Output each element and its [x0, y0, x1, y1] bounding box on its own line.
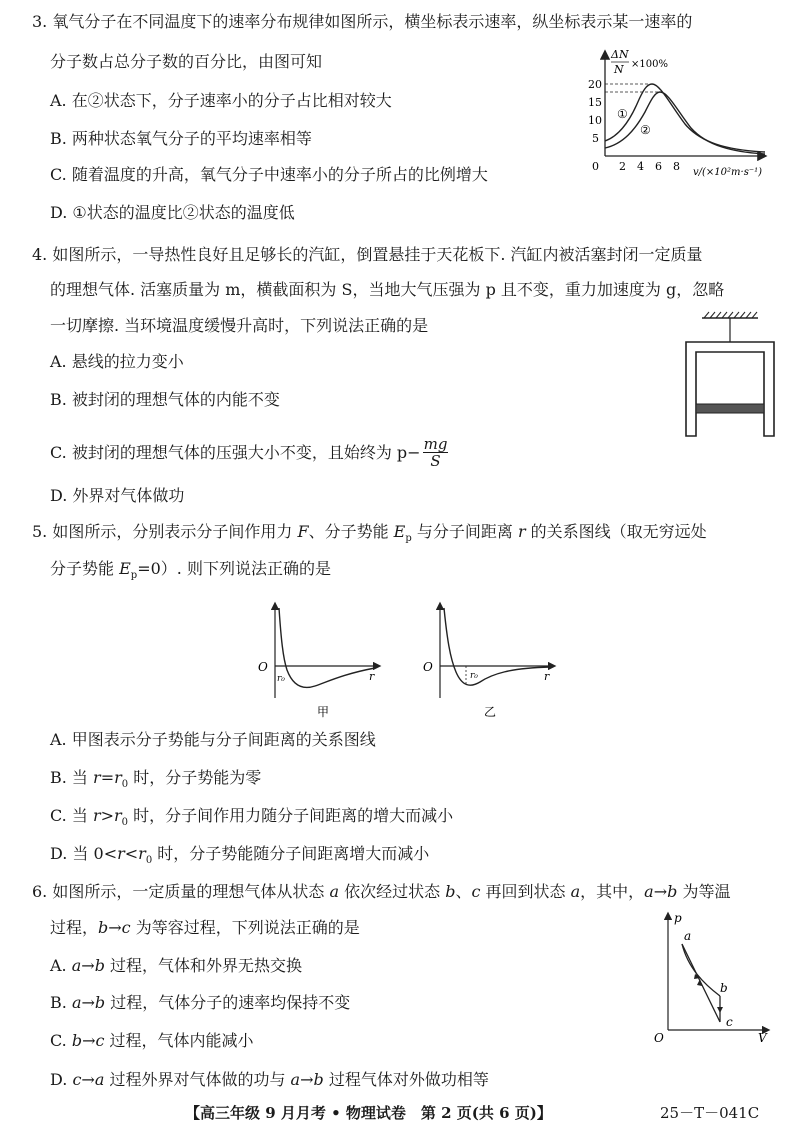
q5-stem-line1: 5. 如图所示，分别表示分子间作用力 F、分子势能 $E_p$ 与分子间距离 r 的关系图线（取无穷远处	[32, 522, 707, 545]
q6-pv-diagram	[648, 908, 773, 1043]
q3-ytick-10: 10	[588, 114, 602, 127]
q6-ab-curve	[682, 944, 720, 996]
q3-option-c: C. 随着温度的升高，氧气分子中速率小的分子所占的比例增大	[50, 165, 488, 184]
q5-g2-axis: r	[544, 670, 550, 683]
footer-code: 25－T－041C	[660, 1104, 760, 1122]
q3-xtick-8: 8	[673, 160, 680, 173]
q4-cylinder	[686, 342, 774, 436]
q4-stem-line1: 4. 如图所示，一导热性良好且足够长的汽缸，倒置悬挂于天花板下. 汽缸内被活塞封闭一定质量	[32, 245, 703, 264]
q5-option-a: A. 甲图表示分子势能与分子间距离的关系图线	[50, 730, 376, 749]
q4-fraction	[423, 436, 449, 469]
q5-graph-jia	[255, 598, 385, 723]
q6-option-b: B. a→b 过程，气体分子的速率均保持不变	[50, 993, 351, 1012]
q6-stem-line1: 6. 如图所示，一定质量的理想气体从状态 a 依次经过状态 b、c 再回到状态 a，其中，a→b 为等温	[32, 882, 731, 901]
q6-option-c: C. b→c 过程，气体内能减小	[50, 1031, 254, 1050]
q4-option-c-text: C. 被封闭的理想气体的压强大小不变，且始终为 p−	[50, 442, 421, 462]
q5-graph-yi	[420, 598, 560, 723]
q3-ytick-0: 0	[592, 160, 599, 173]
q5-g2-origin: O	[423, 660, 433, 674]
q4-fraction-den: S	[430, 452, 441, 470]
q6-v-label: V	[758, 1031, 767, 1043]
q3-ylabel-suffix: ×100%	[631, 59, 668, 70]
q3-xtick-4: 4	[637, 160, 644, 173]
q3-xtick-6: 6	[655, 160, 662, 173]
q5-g2-r0: r₀	[470, 671, 478, 681]
q3-stem-line2: 分子数占总分子数的百分比，由图可知	[50, 52, 323, 71]
q3-speed-distribution-graph	[585, 44, 775, 184]
q5-g1-curve	[279, 608, 375, 687]
q6-stem-line2: 过程，b→c 为等容过程，下列说法正确的是	[50, 918, 360, 937]
q4-piston	[696, 404, 764, 413]
footer-title: 【高三年级 9 月月考 • 物理试卷 第 2 页(共 6 页)】	[185, 1104, 552, 1122]
q5-g2-caption: 乙	[484, 705, 497, 719]
q3-option-d: D. ①状态的温度比②状态的温度低	[50, 203, 295, 222]
q3-ytick-5: 5	[592, 132, 599, 145]
q6-origin: O	[654, 1031, 664, 1043]
q5-g1-axis: r	[369, 670, 375, 683]
q6-option-d: D. c→a 过程外界对气体做的功与 a→b 过程气体对外做功相等	[50, 1070, 489, 1089]
q5-g2-curve	[444, 608, 550, 685]
q4-fraction-num: mg	[423, 435, 448, 453]
q6-label-c: c	[726, 1015, 733, 1029]
q6-label-b: b	[720, 981, 728, 995]
q4-option-c	[50, 436, 448, 469]
q4-cylinder-diagram	[680, 308, 780, 443]
q5-g1-caption: 甲	[317, 705, 330, 719]
q5-g1-origin: O	[258, 660, 268, 674]
q3-curve2-label: ②	[640, 123, 651, 137]
q5-option-d: D. 当 $0<r<r_0$ 时，分子势能随分子间距离增大而减小	[50, 844, 430, 867]
q5-option-b: B. 当 $r=r_0$ 时，分子势能为零	[50, 768, 262, 791]
q3-curve-1	[605, 84, 765, 152]
q6-p-label: p	[674, 911, 682, 925]
q4-stem-line3: 一切摩擦. 当环境温度缓慢升高时，下列说法正确的是	[50, 316, 429, 335]
q5-g1-r0: r₀	[277, 674, 285, 684]
q6-label-a: a	[684, 929, 692, 943]
q3-curve1-label: ①	[617, 107, 628, 121]
q5-stem-line2: 分子势能 $E_p=0$）. 则下列说法正确的是	[50, 559, 331, 582]
q4-stem-line2: 的理想气体. 活塞质量为 m，横截面积为 S，当地大气压强为 p 且不变，重力加速度为 g，忽略	[50, 280, 725, 299]
q4-option-a: A. 悬线的拉力变小	[50, 352, 184, 371]
q3-option-b: B. 两种状态氧气分子的平均速率相等	[50, 129, 312, 148]
q3-stem-line1: 3. 氧气分子在不同温度下的速率分布规律如图所示，横坐标表示速率，纵坐标表示某一速率的	[32, 12, 693, 31]
q3-ytick-15: 15	[588, 96, 602, 109]
q4-option-d: D. 外界对气体做功	[50, 486, 185, 505]
q3-ytick-20: 20	[588, 78, 602, 91]
q3-option-a: A. 在②状态下，分子速率小的分子占比相对较大	[50, 91, 392, 110]
q5-option-c: C. 当 $r>r_0$ 时，分子间作用力随分子间距离的增大而减小	[50, 806, 454, 829]
q4-option-b: B. 被封闭的理想气体的内能不变	[50, 390, 280, 409]
q3-ylabel-den: N	[614, 63, 624, 76]
q6-option-a: A. a→b 过程，气体和外界无热交换	[50, 956, 303, 975]
q3-ylabel-num: ΔN	[611, 48, 629, 61]
q3-xtick-2: 2	[619, 160, 626, 173]
q3-xlabel: v/(×10²m·s⁻¹)	[693, 167, 763, 178]
